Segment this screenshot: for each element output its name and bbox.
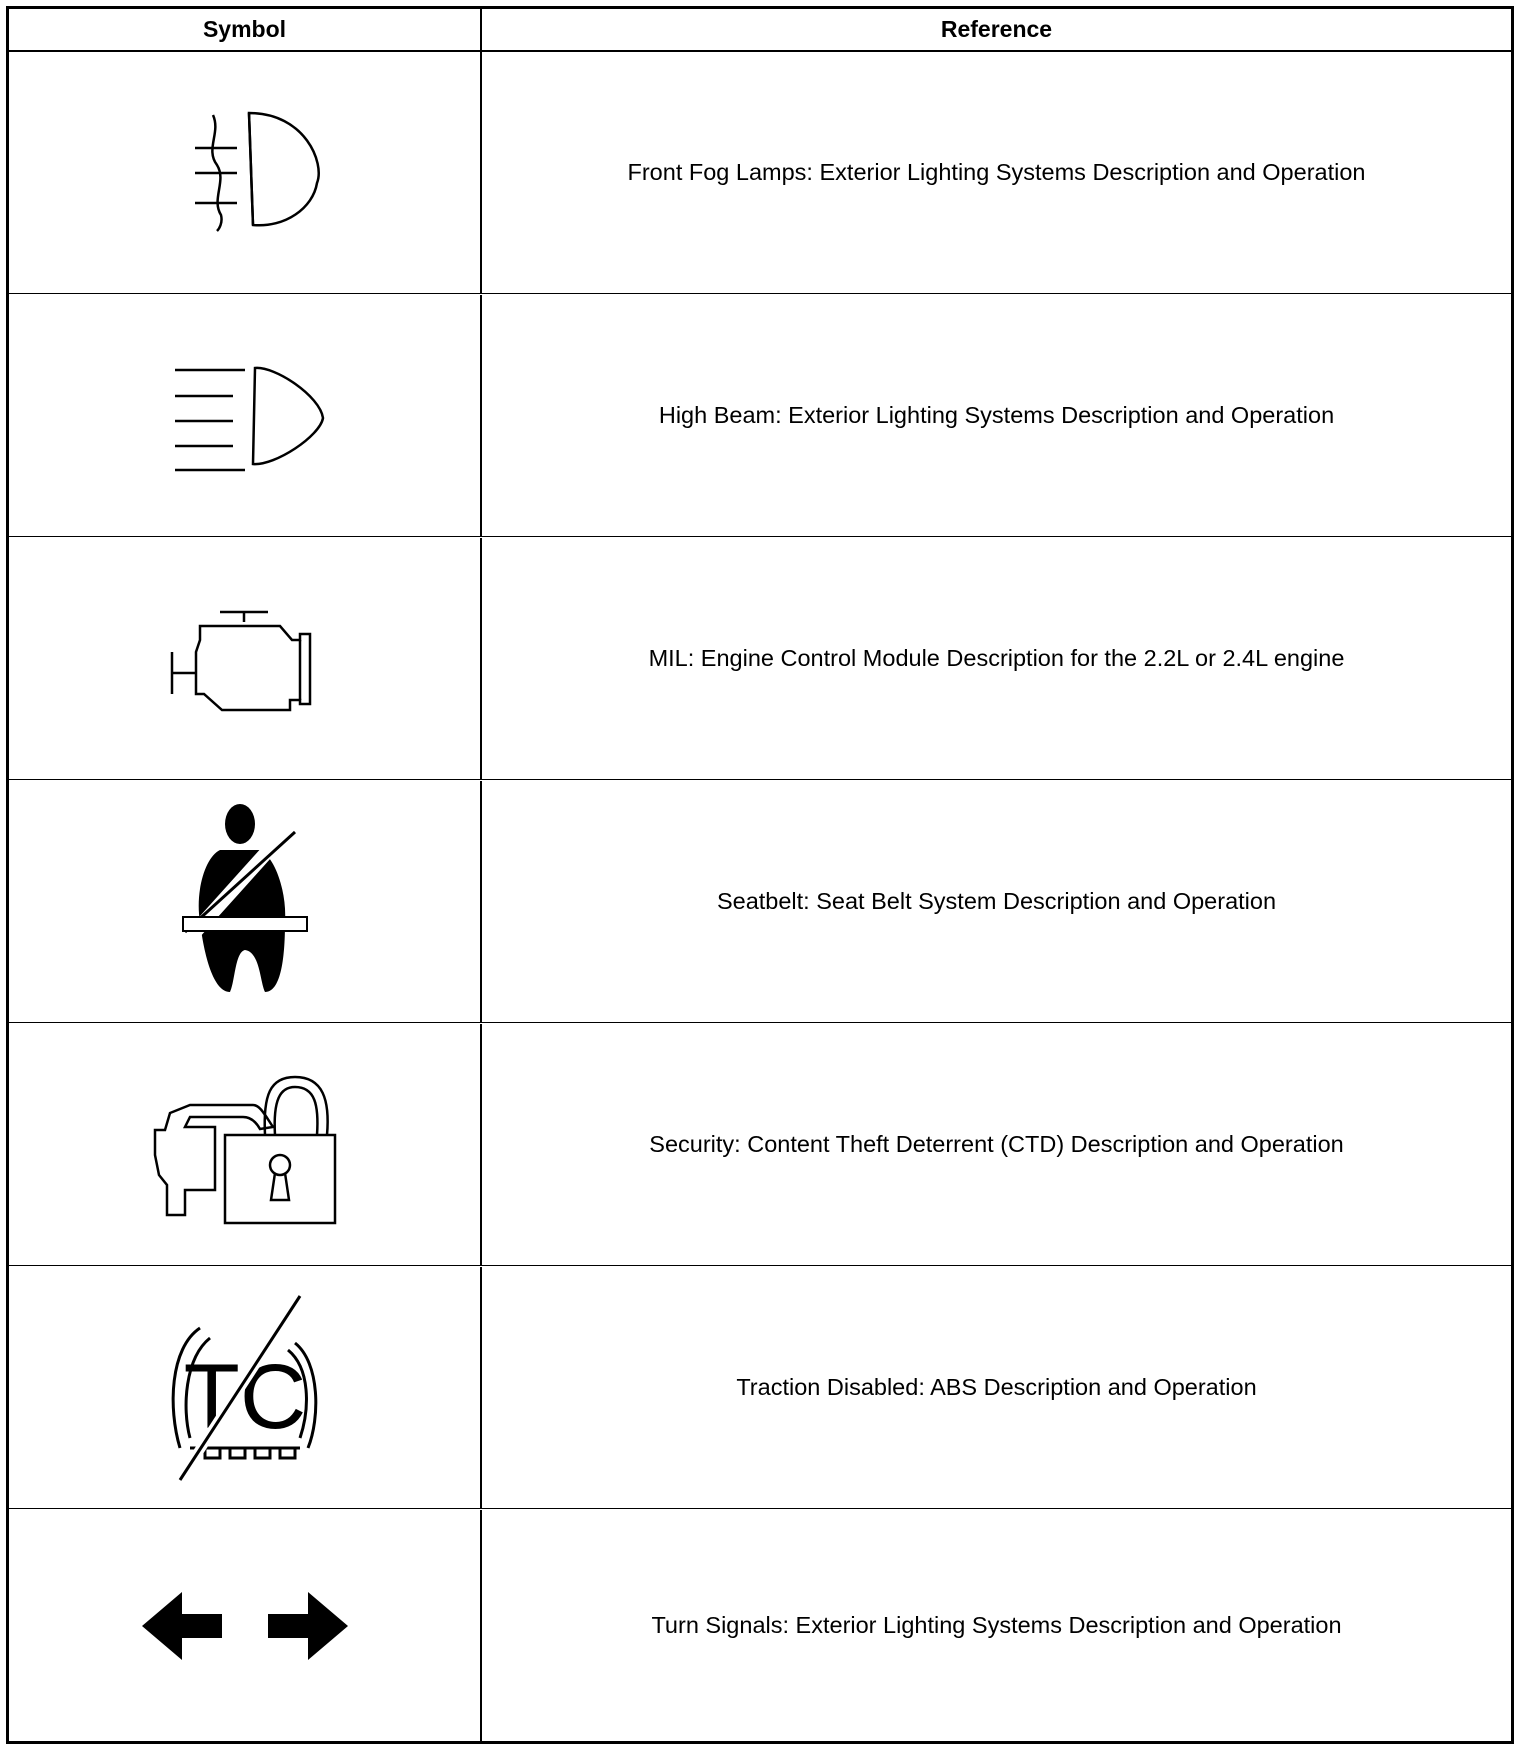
table-row	[9, 295, 1511, 537]
symbol-cell	[9, 52, 482, 293]
header-reference: Reference	[940, 16, 1053, 42]
traction-control-disabled-icon	[160, 1288, 330, 1488]
symbol-reference-table	[6, 6, 1514, 1744]
header-symbol: Symbol	[9, 9, 482, 50]
table-row	[9, 1024, 1511, 1266]
symbol-cell	[9, 1267, 482, 1508]
reference-cell: Security: Content Theft Deterrent (CTD) Description and Operation	[649, 1131, 1344, 1157]
high-beam-icon	[155, 356, 335, 476]
table-row	[9, 1267, 1511, 1509]
security-lock-icon	[145, 1065, 345, 1225]
symbol-cell	[9, 1024, 482, 1265]
reference-cell: Traction Disabled: ABS Description and Operation	[736, 1374, 1257, 1400]
symbol-cell	[9, 538, 482, 779]
table-row	[9, 52, 1511, 294]
symbol-cell	[9, 781, 482, 1022]
table-row	[9, 1510, 1511, 1741]
front-fog-lamps-icon	[165, 103, 325, 243]
reference-cell: Turn Signals: Exterior Lighting Systems Description and Operation	[651, 1612, 1342, 1638]
turn-signals-icon	[140, 1586, 350, 1666]
engine-check-icon	[160, 604, 330, 714]
symbol-cell	[9, 1510, 482, 1741]
reference-cell: High Beam: Exterior Lighting Systems Description and Operation	[658, 402, 1335, 428]
table-row	[9, 538, 1511, 780]
seatbelt-icon	[175, 802, 315, 1002]
tc-text: TC	[183, 1345, 306, 1448]
reference-cell: MIL: Engine Control Module Description for the 2.2L or 2.4L engine	[648, 645, 1345, 671]
reference-cell: Seatbelt: Seat Belt System Description and Operation	[716, 888, 1277, 914]
reference-cell: Front Fog Lamps: Exterior Lighting Systems Description and Operation	[627, 159, 1366, 185]
symbol-cell	[9, 295, 482, 536]
table-header	[9, 9, 1511, 52]
table-row	[9, 781, 1511, 1023]
